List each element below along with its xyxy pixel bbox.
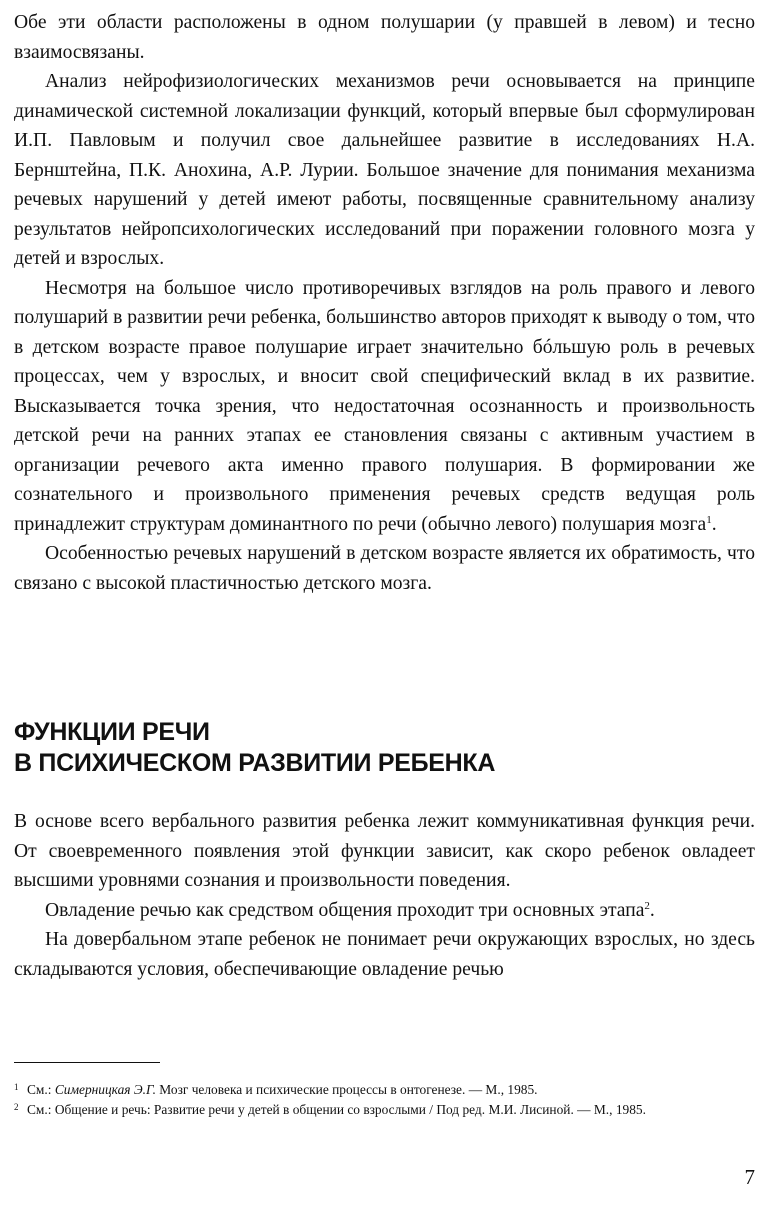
paragraph-end: .: [649, 899, 655, 921]
footnotes: [14, 1080, 755, 1120]
body-text-section: [14, 807, 755, 984]
paragraph: Анализ нейрофизиологических механизмов речи основывается на принципе динамической системной локализации функций, который впервые был сформулирован И.П. Павловым и получил свое дальнейшее развитие в исследованиях Н.А. Бернштейна, П.К. Анохина, А.Р. Лурии. Большое значение для понимания механизма речевых нарушений у детей имеют работы, посвященные сравнительному анализу результатов нейропсихологических исследований при поражении головного мозга у детей и взрослых.: [14, 71, 755, 269]
page-number: 7: [744, 1165, 755, 1189]
footnote: [14, 1100, 755, 1120]
paragraph: Обе эти области расположены в одном полушарии (у правшей в левом) и тесно взаимосвязаны.: [14, 12, 755, 63]
paragraph: На довербальном этапе ребенок не понимает речи окружающих взрослых, но здесь складываются условия, обеспечивающие овладение речью: [14, 929, 755, 980]
footnote-text: Мозг человека и психические процессы в онтогенезе. — М., 1985.: [155, 1082, 538, 1097]
heading-line: ФУНКЦИИ РЕЧИ: [14, 718, 210, 746]
section-heading: [14, 717, 755, 779]
footnote-ref: 2: [644, 899, 650, 912]
footnote-divider: [14, 1062, 160, 1063]
footnote-text: См.: Общение и речь: Развитие речи у детей в общении со взрослыми / Под ред. М.И. Лисиной. — М., 1985.: [27, 1102, 646, 1117]
footnote: [14, 1080, 755, 1100]
paragraph: [14, 274, 755, 540]
heading-line: В ПСИХИЧЕСКОМ РАЗВИТИИ РЕБЕНКА: [14, 749, 496, 777]
footnote-mark: 2: [14, 1102, 19, 1112]
footnote-prefix: См.:: [27, 1082, 55, 1097]
paragraph-end: .: [711, 513, 717, 535]
footnote-ref: 1: [706, 513, 712, 526]
footnote-mark: 1: [14, 1082, 19, 1092]
paragraph-text: Несмотря на большое число противоречивых взглядов на роль правого и левого полушарий в развитии речи ребенка, большинство авторов приходят к выводу о том, что в детском возрасте правое полушарие играет значительно бóльшую роль в речевых процессах, чем у взрослых, и вносит свой специфический вклад в их развитие. Высказывается точка зрения, что недостаточная осознанность и произвольность детской речи на ранних этапах ее становления связаны с активным участием в организации речевого акта именно правого полушария. В формировании же сознательного и произвольного применения речевых средств ведущая роль принадлежит структурам доминантного по речи (обычно левого) полушария мозга: [14, 277, 755, 535]
body-text-top: [14, 8, 755, 598]
paragraph: [14, 896, 755, 926]
paragraph: В основе всего вербального развития ребенка лежит коммуникативная функция речи. От своевременного появления этой функции зависит, как скоро ребенок овладеет высшими уровнями сознания и произвольности поведения.: [14, 811, 755, 891]
paragraph-text: Овладение речью как средством общения проходит три основных этапа: [45, 899, 645, 921]
paragraph: Особенностью речевых нарушений в детском возрасте является их обратимость, что связано с высокой пластичностью детского мозга.: [14, 543, 755, 594]
footnote-author: Симерницкая Э.Г.: [54, 1082, 156, 1097]
